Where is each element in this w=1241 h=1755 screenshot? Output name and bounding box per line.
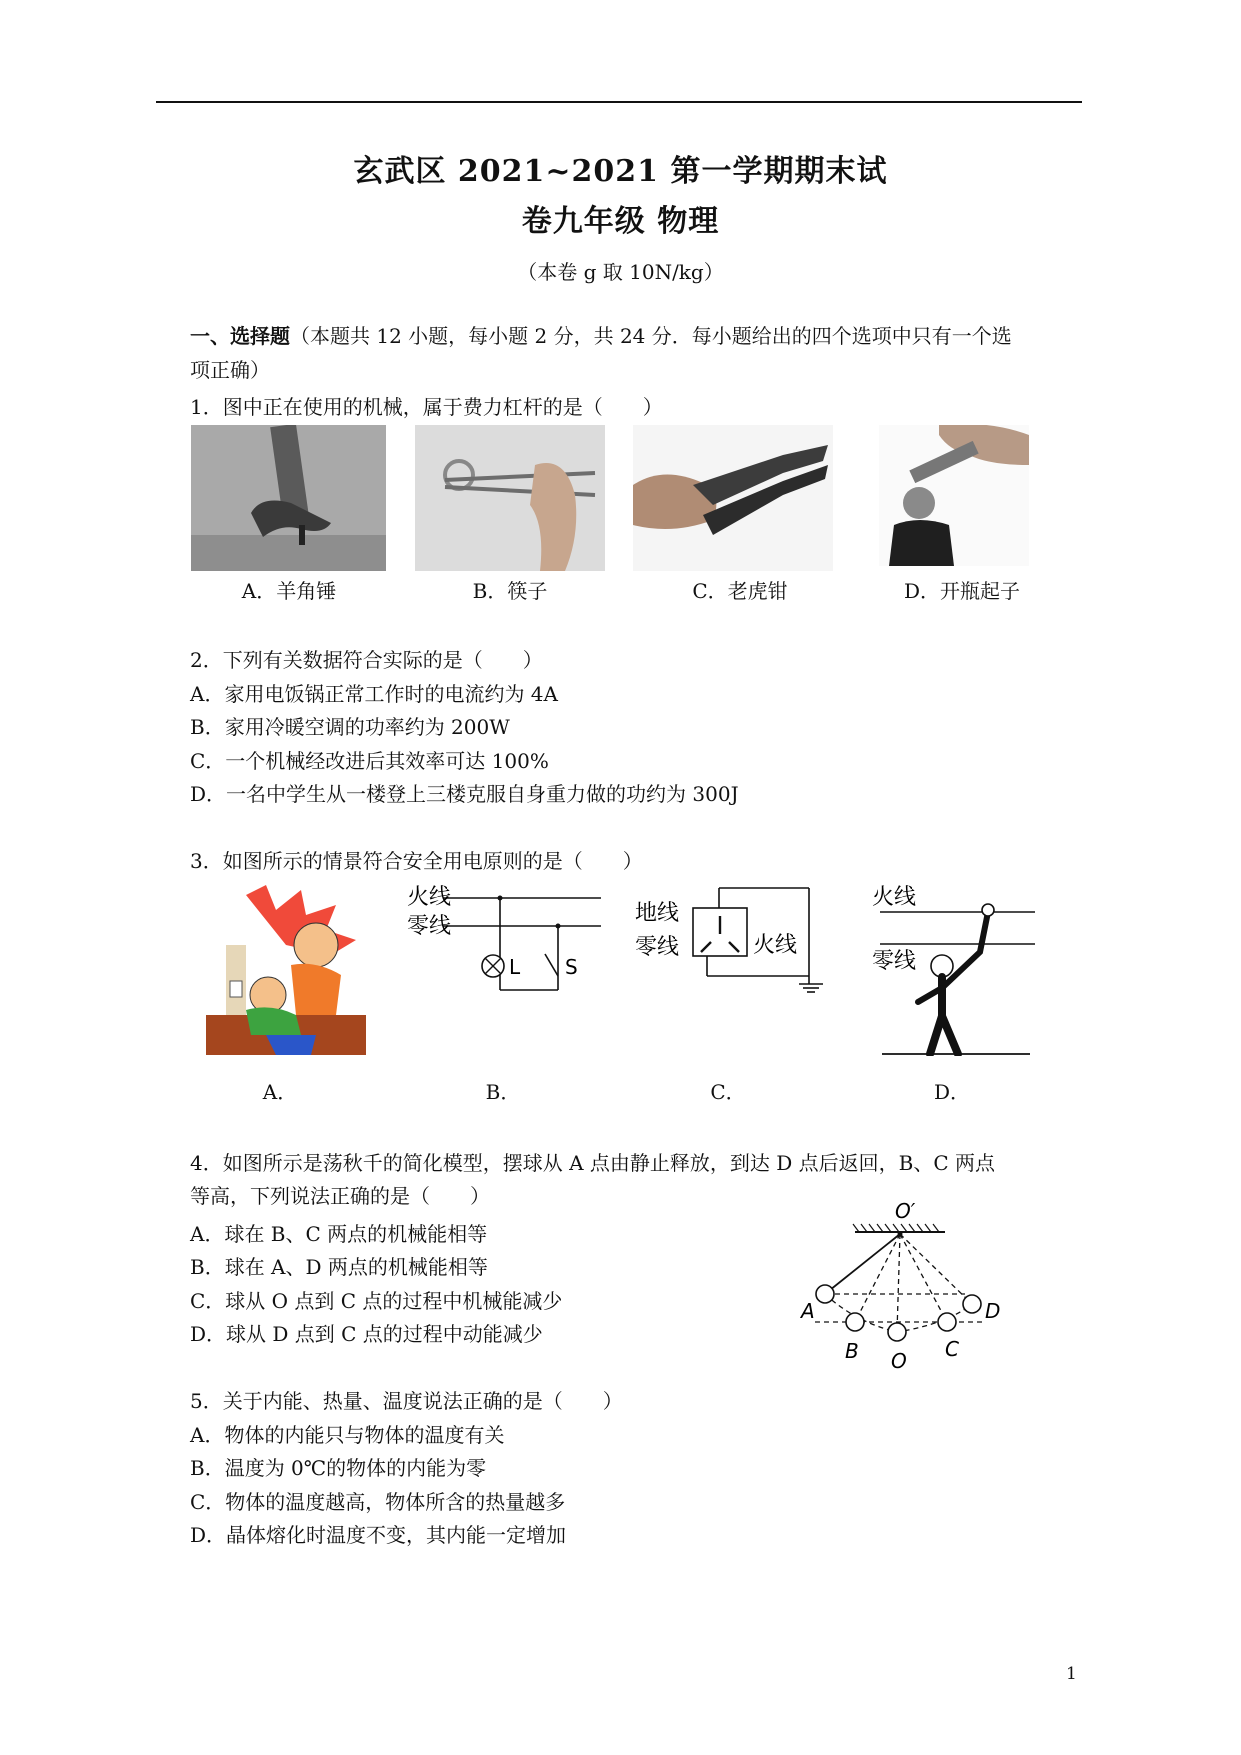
q4-point-c-label: C (945, 1337, 959, 1361)
q4-option-c: C．球从 O 点到 C 点的过程中机械能减少 (190, 1289, 563, 1313)
q2-option-b: B．家用冷暖空调的功率约为 200W (190, 715, 510, 739)
q1-pliers-photo (633, 425, 833, 571)
q1-option-d: D．开瓶起子 (903, 579, 1021, 603)
q3-person-wires (870, 876, 1040, 1056)
q5-option-d: D．晶体熔化时温度不变，其内能一定增加 (190, 1523, 567, 1547)
q2-option-c: C．一个机械经改进后其效率可达 100% (190, 749, 549, 773)
q2-option-a: A．家用电饭锅正常工作时的电流约为 4A (190, 682, 558, 706)
q4-option-a: A．球在 B、C 两点的机械能相等 (190, 1222, 488, 1246)
q3d-live-label: 火线 (872, 885, 917, 910)
q2-stem: 2．下列有关数据符合实际的是（ ） (190, 648, 543, 672)
section-heading (190, 320, 1012, 349)
q3-option-d: D． (933, 1080, 971, 1104)
q5-stem: 5．关于内能、热量、温度说法正确的是（ ） (190, 1389, 623, 1413)
q4-stem-line2: 等高，下列说法正确的是（ ） (190, 1184, 490, 1208)
q4-point-d-label: D (985, 1299, 1001, 1323)
q3-circuit-lamp-switch (405, 878, 605, 998)
q3-option-b: B． (485, 1080, 521, 1104)
q3-option-a: A． (262, 1080, 298, 1104)
top-rule (156, 101, 1082, 103)
q3-cartoon-image (206, 885, 366, 1067)
exam-title-line2: 卷九年级 物理 (521, 204, 720, 239)
q1-chopsticks-photo (415, 425, 605, 571)
page-number: 1 (1066, 1664, 1077, 1684)
section-description-cont: 项正确） (190, 358, 270, 382)
q3b-live-label: 火线 (407, 885, 452, 910)
q3b-lamp-label: L (509, 955, 521, 979)
q1-bottle-opener-photo (879, 425, 1029, 566)
q5-option-a: A．物体的内能只与物体的温度有关 (190, 1423, 505, 1447)
q1-option-a: A．羊角锤 (241, 579, 337, 603)
q4-option-d: D．球从 D 点到 C 点的过程中动能减少 (190, 1322, 543, 1346)
q5-option-b: B．温度为 0℃的物体的内能为零 (190, 1456, 487, 1480)
exam-title-line1: 玄武区 2021~2021 第一学期期末试 (353, 154, 888, 189)
q1-hammer-photo (191, 425, 386, 571)
q4-pendulum-diagram (795, 1196, 1025, 1392)
q3c-live-label: 火线 (753, 933, 798, 958)
q4-stem-line1: 4．如图所示是荡秋千的简化模型，摆球从 A 点由静止释放，到达 D 点后返回，B、C 两点 (190, 1151, 995, 1175)
q1-option-b: B．筷子 (472, 579, 548, 603)
q4-point-a-label: A (801, 1299, 815, 1323)
q3-stem: 3．如图所示的情景符合安全用电原则的是（ ） (190, 849, 643, 873)
q3c-ground-label: 地线 (635, 901, 680, 926)
q4-point-o-label: O (891, 1349, 907, 1373)
q3b-switch-label: S (565, 955, 578, 979)
q2-option-d: D．一名中学生从一楼登上三楼克服自身重力做的功约为 300J (190, 782, 739, 806)
q1-stem: 1．图中正在使用的机械，属于费力杠杆的是（ ） (190, 395, 663, 419)
q3-option-c: C． (710, 1080, 746, 1104)
section-label: 一、选择题 (190, 324, 290, 348)
q4-option-b: B．球在 A、D 两点的机械能相等 (190, 1255, 488, 1279)
q5-option-c: C．物体的温度越高，物体所含的热量越多 (190, 1490, 566, 1514)
q1-option-c: C．老虎钳 (692, 579, 788, 603)
q3b-neutral-label: 零线 (407, 914, 452, 939)
section-description: （本题共 12 小题，每小题 2 分，共 24 分．每小题给出的四个选项中只有一个选 (290, 324, 1012, 348)
exam-note: （本卷 g 取 10N/kg） (517, 260, 724, 284)
q3c-neutral-label: 零线 (635, 935, 680, 960)
q3d-neutral-label: 零线 (872, 949, 917, 974)
q4-pivot-label: O′ (895, 1199, 916, 1223)
q3-socket-diagram (633, 882, 833, 1002)
q4-point-b-label: B (845, 1339, 859, 1363)
